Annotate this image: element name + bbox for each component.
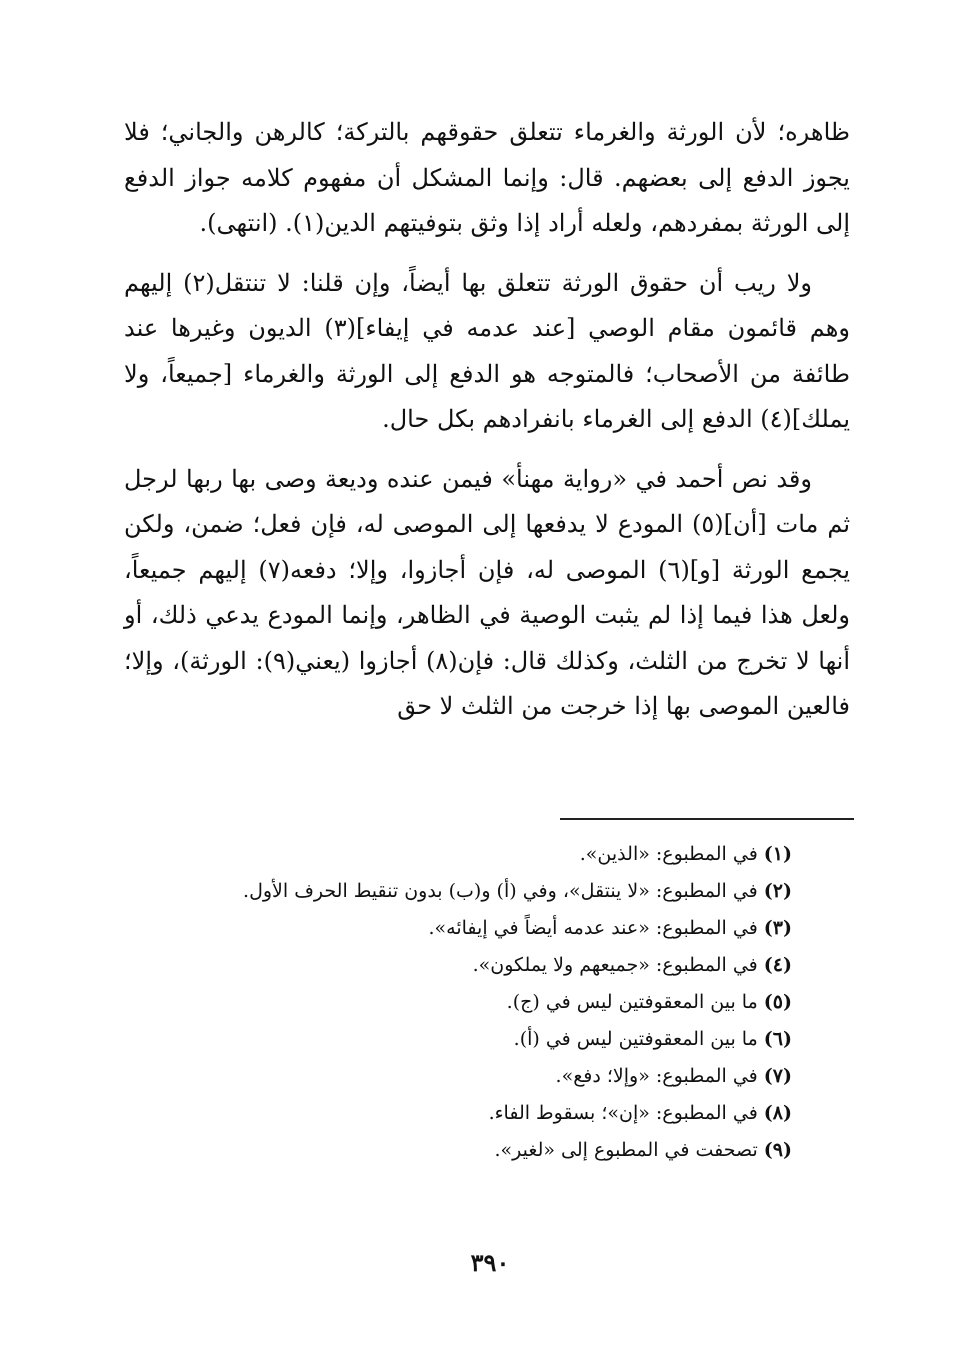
paragraph-1: ظاهره؛ لأن الورثة والغرماء تتعلق حقوقهم بالتركة؛ كالرهن والجاني؛ فلا يجوز الدفع إلى بعضهم. قال: وإنما المشكل أن مفهوم كلامه جواز الدفع إلى الورثة بمفردهم، ولعله أراد إذا وثق بتوفيتهم الدين(١). (انتهى).	[124, 118, 850, 237]
paragraph-3: وقد نص أحمد في «رواية مهنأ» فيمن عنده وديعة وصى بها ربها لرجل ثم مات [أن](٥) المودع لا يدفعها إلى الموصى له، فإن فعل؛ ضمن، ولكن يجمع الورثة [و](٦) الموصى له، فإن أجازوا، وإلا؛ دفعه(٧) إليهم جميعاً، ولعل هذا فيما إذا لم يثبت الوصية في الظاهر، وإنما المودع يدعي ذلك، أو أنها لا تخرج من الثلث، وكذلك قال: فإن(٨) أجازوا (يعني(٩): الورثة)، وإلا؛ فالعين الموصى بها إذا خرجت من الثلث لا حق	[124, 464, 851, 720]
footnote-7	[152, 1058, 792, 1095]
footnote-text: في المطبوع: «لا ينتقل»، وفي (أ) و(ب) بدون تنقيط الحرف الأول.	[243, 880, 758, 902]
footnote-text: في المطبوع: «عند عدمه أيضاً في إيفائه».	[428, 917, 758, 939]
footnotes-list	[152, 836, 792, 1169]
paragraph-2: ولا ريب أن حقوق الورثة تتعلق بها أيضاً، وإن قلنا: لا تنتقل(٢) إليهم وهم قائمون مقام الوصي [عند عدمه في إيفاء](٣) الديون وغيرها عند طائفة من الأصحاب؛ فالمتوجه هو الدفع إلى الورثة والغرماء [جميعاً، ولا يملك](٤) الدفع إلى الغرماء بانفرادهم بكل حال.	[124, 268, 850, 433]
footnote-number: (٤)	[763, 954, 792, 976]
footnote-text: ما بين المعقوفتين ليس في (أ).	[513, 1028, 758, 1050]
footnote-9	[152, 1132, 792, 1169]
footnote-text: في المطبوع: «الذين».	[579, 843, 758, 865]
footnote-number: (٨)	[763, 1102, 792, 1124]
footnote-text: في المطبوع: «وإلا؛ دفع».	[555, 1065, 758, 1087]
footnote-text: في المطبوع: «إن»؛ بسقوط الفاء.	[488, 1102, 758, 1124]
footnote-separator	[560, 818, 854, 820]
footnote-text: تصحفت في المطبوع إلى «لغير».	[494, 1139, 758, 1161]
footnote-number: (١)	[763, 843, 792, 865]
main-text	[124, 110, 850, 730]
footnote-5	[152, 984, 792, 1021]
footnote-4	[152, 947, 792, 984]
footnote-number: (٥)	[763, 991, 792, 1013]
footnote-number: (٦)	[763, 1028, 792, 1050]
footnote-3	[152, 910, 792, 947]
footnote-text: في المطبوع: «جميعهم ولا يملكون».	[472, 954, 758, 976]
page-number: ٣٩٠	[470, 1248, 510, 1277]
footnote-8	[152, 1095, 792, 1132]
footnote-number: (٢)	[763, 880, 792, 902]
footnote-6	[152, 1021, 792, 1058]
footnote-number: (٣)	[763, 917, 792, 939]
footnote-1	[152, 836, 792, 873]
footnote-number: (٩)	[763, 1139, 792, 1161]
footnote-text: ما بين المعقوفتين ليس في (ج).	[506, 991, 758, 1013]
footnote-number: (٧)	[763, 1065, 792, 1087]
footnote-2	[152, 873, 792, 910]
